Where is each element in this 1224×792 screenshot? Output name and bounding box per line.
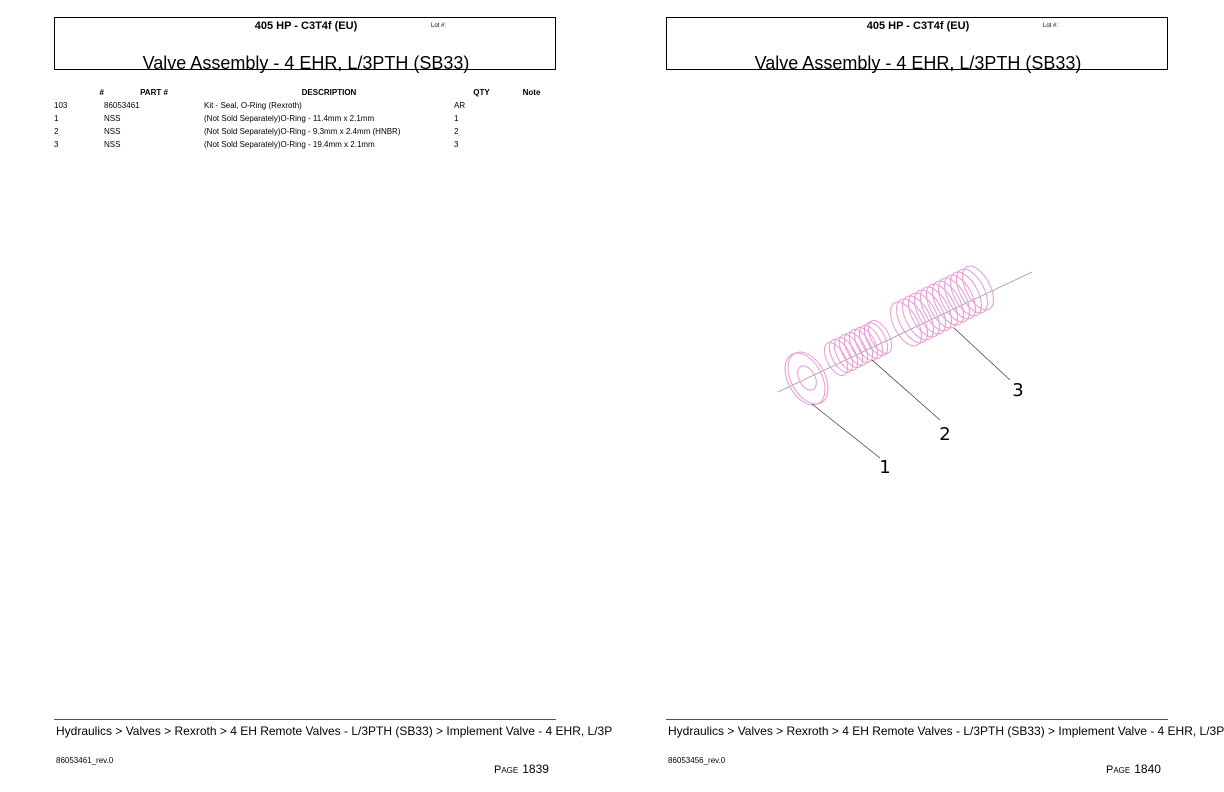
row-note: [509, 138, 554, 151]
callout-leader-1: [812, 404, 880, 458]
row-description: Kit - Seal, O-Ring (Rexroth): [204, 101, 302, 110]
breadcrumb: Hydraulics > Valves > Rexroth > 4 EH Remote Valves - L/3PTH (SB33) > Implement Valve - 4 EHR, L/3P: [668, 724, 1224, 738]
page-word: Page: [1106, 764, 1131, 776]
page-word: Page: [494, 764, 519, 776]
row-qty: AR: [454, 101, 466, 110]
table-header-row: [54, 86, 554, 99]
document-id: 86053461_rev.0: [56, 756, 114, 765]
row-note: [509, 99, 554, 112]
table-row: [54, 125, 554, 138]
row-part-number: 86053461: [104, 101, 140, 110]
footer-divider: [54, 719, 556, 720]
page-number-value: 1840: [1134, 762, 1161, 776]
large-spring-part: [884, 261, 1000, 351]
row-qty: 1: [454, 114, 459, 123]
callout-label-1: 1: [879, 457, 891, 478]
callout-leader-3: [954, 328, 1010, 380]
lot-label: Lot #:: [1043, 23, 1059, 29]
callout-label-3: 3: [1012, 380, 1024, 401]
page-number-value: 1839: [522, 762, 549, 776]
row-qty: 3: [454, 140, 459, 149]
model-label: 405 HP - C3T4f (EU): [254, 20, 358, 32]
page-number: [494, 762, 549, 776]
right-page: [612, 0, 1224, 792]
row-description: (Not Sold Separately)O-Ring - 11.4mm x 2.1mm: [204, 114, 375, 123]
table-row: [54, 138, 554, 151]
row-part-number: NSS: [104, 127, 121, 136]
row-description: (Not Sold Separately)O-Ring - 19.4mm x 2.1mm: [204, 140, 375, 149]
model-label: 405 HP - C3T4f (EU): [866, 20, 970, 32]
table-row: [54, 112, 554, 125]
page-title: Valve Assembly - 4 EHR, L/3PTH (SB33): [754, 53, 1082, 73]
row-part-number: NSS: [104, 114, 121, 123]
table-row: [54, 99, 554, 112]
parts-table: [54, 86, 554, 151]
row-qty: 2: [454, 127, 459, 136]
row-part-number: NSS: [104, 140, 121, 149]
callout-label-2: 2: [939, 424, 951, 445]
breadcrumb: Hydraulics > Valves > Rexroth > 4 EH Remote Valves - L/3PTH (SB33) > Implement Valve - 4 EHR, L/3P: [56, 724, 612, 738]
lot-label: Lot #:: [431, 23, 447, 29]
column-header-number: #: [99, 88, 104, 97]
column-header-note: Note: [522, 88, 541, 97]
callout-leader-2: [872, 360, 940, 420]
row-description: (Not Sold Separately)O-Ring - 9.3mm x 2.4mm (HNBR): [204, 127, 401, 136]
column-header-description: DESCRIPTION: [301, 88, 357, 97]
small-spring-part: [820, 317, 897, 379]
exploded-parts-diagram: [772, 250, 1042, 490]
column-header-qty: QTY: [473, 88, 490, 97]
column-header-part: PART #: [140, 88, 168, 97]
header-box: [54, 17, 556, 73]
header-box: [666, 17, 1168, 73]
row-number: 103: [54, 101, 68, 110]
document-id: 86053456_rev.0: [668, 756, 726, 765]
row-note: [509, 112, 554, 125]
row-number: 2: [54, 127, 59, 136]
row-number: 3: [54, 140, 59, 149]
footer-divider: [666, 719, 1168, 720]
row-note: [509, 125, 554, 138]
page-number: [1106, 762, 1161, 776]
page-title: Valve Assembly - 4 EHR, L/3PTH (SB33): [142, 53, 470, 73]
row-number: 1: [54, 114, 59, 123]
